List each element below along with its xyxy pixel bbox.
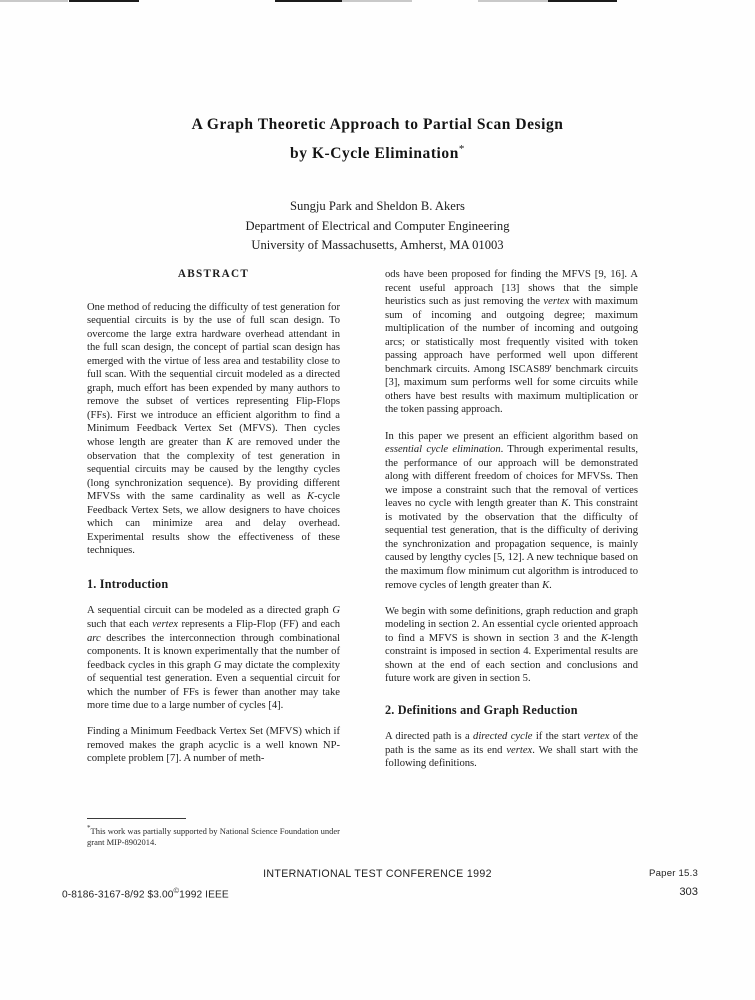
footnote-rule xyxy=(87,818,186,819)
intro-paragraph-2: Finding a Minimum Feedback Vertex Set (MFVS) which if removed makes the graph acyclic is a well known NP-complete problem [7]. A number of meth- xyxy=(87,726,340,765)
footnote-body: This work was partially supported by National Science Foundation under grant MIP-8902014. xyxy=(87,825,340,848)
author-affiliation: Department of Electrical and Computer Engineering xyxy=(245,218,510,233)
column-right xyxy=(385,268,638,784)
author-address: University of Massachusetts, Amherst, MA 01003 xyxy=(251,238,504,253)
footnote xyxy=(87,818,340,848)
page-title xyxy=(0,112,755,166)
footer-isbn-line xyxy=(62,886,229,900)
title-line-1: A Graph Theoretic Approach to Partial Scan Design xyxy=(191,116,564,133)
title-block xyxy=(0,0,755,256)
right-paragraph-1: ods have been proposed for finding the MFVS [9, 16]. A recent useful approach [13] shows that the simple heuristics such as just removing the vertex with maximum sum of incoming and outgoing degree; maximum multiplication of the number of incoming and outgoing arcs; or statistically most frequently visited with token passing approach have performed well upon different benchmark circuits. Among ISCAS89' benchmark circuits [3], maximum sum performs well for some circuits while others have best results with maximum multiplication or the token passing approach. xyxy=(385,269,638,416)
abstract-heading: ABSTRACT xyxy=(177,268,250,280)
page-footer xyxy=(0,868,755,918)
right-paragraph-3: We begin with some definitions, graph reduction and graph modeling in section 2. An essential cycle oriented approach to find a MFVS is shown in section 3 and the K-length constraint is imposed in section 4. Experimental results are shown at the end of each section and conclusions and future work are given in section 5. xyxy=(385,605,638,685)
footer-page-number: 303 xyxy=(679,886,698,898)
footnote-marker: * xyxy=(87,824,91,832)
column-left xyxy=(87,268,340,778)
title-line-2: by K-Cycle Elimination xyxy=(290,145,459,163)
title-footnote-marker: * xyxy=(458,143,465,155)
intro-paragraph-1: A sequential circuit can be modeled as a directed graph G such that each vertex represents a Flip-Flop (FF) and each arc describes the interconnection through combinational components. It is known experimentally that the number of feedback cycles in this graph G may dictate the complexity of sequential test generation. Even a sequential circuit for which the number of FFs is fewer than another may take more time due to a large number of cycles [4]. xyxy=(87,605,340,712)
author-block xyxy=(0,197,755,256)
author-names: Sungju Park and Sheldon B. Akers xyxy=(290,199,465,214)
footnote-text-block xyxy=(87,823,340,848)
section-heading-definitions: 2. Definitions and Graph Reduction xyxy=(385,702,578,717)
footer-conference-name: INTERNATIONAL TEST CONFERENCE 1992 xyxy=(263,868,492,880)
footer-paper-number: Paper 15.3 xyxy=(649,868,698,879)
footer-copyright-year: 1992 IEEE xyxy=(179,889,229,901)
section-heading-introduction: 1. Introduction xyxy=(87,576,169,591)
right-paragraph-2: In this paper we present an efficient algorithm based on essential cycle elimination. Through experimental results, the performance of our approach will be demonstrated along with different freedom of choices for MFVSs. Then we impose a constraint such that the removal of vertices leaves no cycle with length greater than K. This constraint is motivated by the observation that the difficulty of sequential test generation, that is the difficulty of deriving the synchronization and propagation sequence, is mainly caused by lengthy cycles [5, 12]. A new technique based on the maximum flow minimum cut algorithm is introduced to remove cycles of length greater than K. xyxy=(385,430,638,591)
abstract-paragraph: One method of reducing the difficulty of test generation for sequential circuits is by the use of full scan design. To overcome the large extra hardware overhead attendant in the full scan design, the concept of partial scan design has emerged with the virtue of less area and testability close to full scan. With the sequential circuit modeled as a directed graph, much effort has been expended by many authors to remove the subset of vertices representing Flip-Flops (FFs). First we introduce an efficient algorithm to find a Minimum Feedback Vertex Set (MFVS). Then cycles whose length are greater than K are removed under the observation that the complexity of test generation in sequential circuits may be caused by the lengthy cycles (long synchronization sequence). By providing different MFVSs with the same cardinality as well as K-cycle Feedback Vertex Sets, we allow designers to have choices which can minimize area and delay overhead. Experimental results show the effectiveness of these techniques. xyxy=(87,301,340,557)
body-columns xyxy=(0,268,755,868)
right-paragraph-4: A directed path is a directed cycle if the start vertex of the path is the same as its end vertex. We shall start with the following definitions. xyxy=(385,731,639,770)
copyright-icon: © xyxy=(173,886,180,895)
footer-isbn-code: 0-8186-3167-8/92 $3.00 xyxy=(62,889,174,901)
